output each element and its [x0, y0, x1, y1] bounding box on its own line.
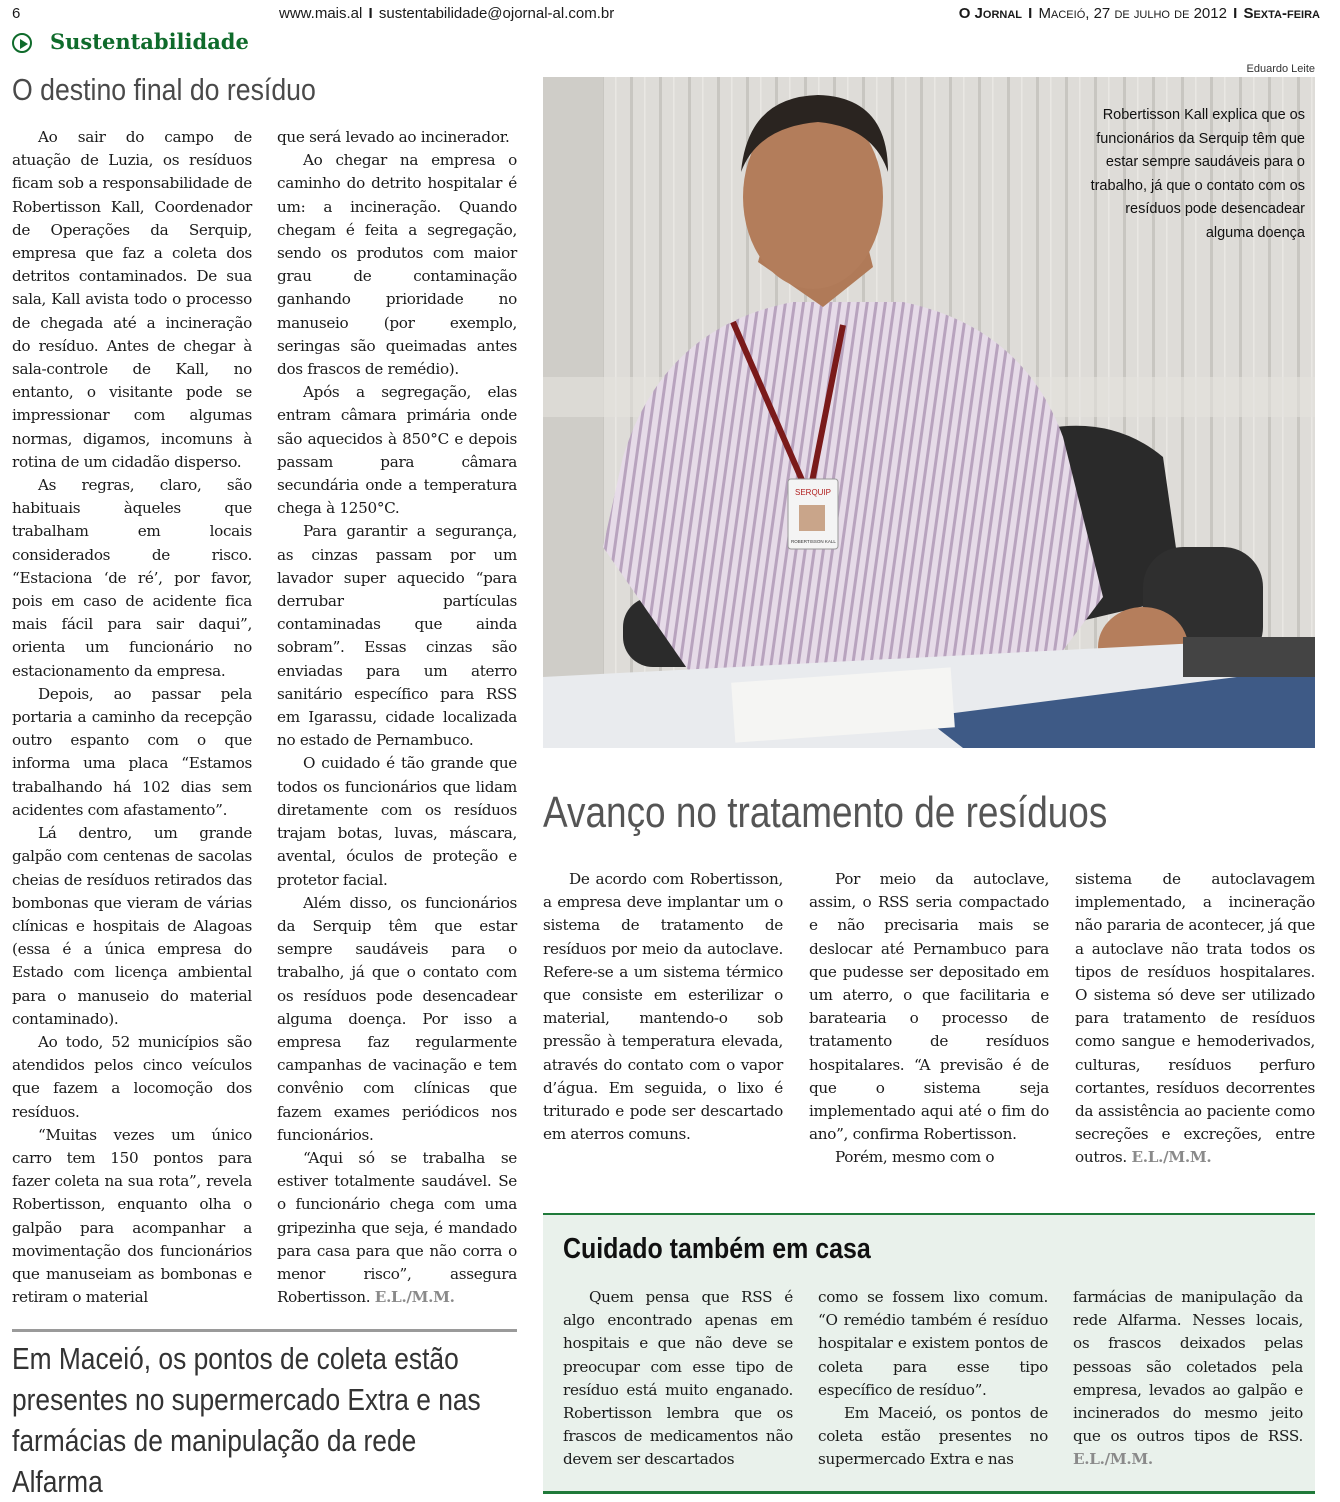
header-website[interactable]: www.mais.al	[279, 5, 363, 22]
box-column-3	[1073, 1286, 1303, 1472]
paragraph: As regras, claro, são habituais àqueles que trabalham em locais considerados de risco. “Estaciona ‘de ré’, por favor, pois em caso de acidente fica mais fácil para sair daqui”, orienta um funcionário no estacionamento da empresa.	[12, 476, 252, 680]
pull-quote: Em Maceió, os pontos de coleta estão presentes no supermercado Extra e nas farmácias de manipulação da rede Alfarma	[12, 1341, 481, 1499]
signature: E.L./M.M.	[374, 1288, 455, 1307]
headline-main: O destino final do resíduo	[12, 72, 316, 107]
paragraph: que será levado ao incinerador.	[277, 128, 510, 146]
paragraph: Além disso, os funcionários da Serquip têm que estar sempre saudáveis para o trabalho, já que o contato com os resíduos pode desencadear alguma doença. Por isso a empresa faz regularmente campanhas de vacinação e tem convênio com clínicas que fazem exames periódicos nos funcionários.	[277, 893, 517, 1144]
page-number: 6	[12, 5, 21, 22]
article1-column-2	[277, 126, 517, 1309]
signature: E.L./M.M.	[1073, 1450, 1153, 1469]
paragraph: Ao chegar na empresa o caminho do detrito hospitalar é um: a incineração. Quando chegam é feita a segregação, sendo os produtos com maior grau de contaminação ganhando prioridade no manuseio (por exemplo, seringas são queimadas antes dos frascos de remédio).	[277, 151, 517, 379]
paragraph: De acordo com Robertisson, a empresa deve implantar um o sistema de tratamento de resíduos por meio da autoclave. Refere-se a um sistema térmico que consiste em esterilizar o material, mantendo-o sob pressão à temperatura elevada, através do contato com o vapor d’água. Em seguida, o lixo é triturado e pode ser descartado em aterros comuns.	[543, 870, 783, 1144]
header-date: Maceió, 27 de julho de 2012	[1038, 5, 1227, 22]
paragraph: Ao todo, 52 municípios são atendidos pelos cinco veículos que fazem a locomoção dos resíduos.	[12, 1032, 252, 1121]
photo-caption: Robertisson Kall explica que os funcionários da Serquip têm que estar sempre saudáveis para o trabalho, já que o contato com os resíduos pode desencadear alguma doença	[1090, 107, 1305, 241]
header-weekday: Sexta-feira	[1243, 5, 1320, 22]
photo-credit: Eduardo Leite	[1246, 63, 1315, 75]
paragraph-text: farmácias de manipulação da rede Alfarma. Nesses locais, os frascos deixados pelas pessoas são coletados pela empresa, levados ao galpão e incinerados do mesmo jeito que os outros tipos de RSS.	[1073, 1288, 1303, 1446]
play-arrow-icon	[12, 33, 32, 53]
paragraph: Lá dentro, um grande galpão com centenas de sacolas cheias de resíduos retirados das bombonas que vieram de várias clínicas e hospitais de Alagoas (essa é a única empresa do Estado com licença ambiental para o manuseio do material contaminado).	[12, 824, 252, 1028]
badge-name: ROBERTISSON KALL	[791, 539, 836, 544]
paragraph	[277, 1147, 517, 1309]
header-contact: www.mais.al I sustentabilidade@ojornal-al.com.br	[279, 5, 615, 22]
article1-column-1	[12, 126, 252, 1309]
signature: E.L./M.M.	[1131, 1148, 1212, 1167]
paragraph: Após a segregação, elas entram câmara primária onde são aquecidos à 850°C e depois passam para câmara secundária onde a temperatura chega à 1250°C.	[277, 383, 517, 518]
paragraph: Para garantir a segurança, as cinzas passam por um lavador super aquecido “para derrubar partículas contaminadas que ainda sobram”. Essas cinzas são enviadas para um aterro sanitário específico para RSS em Igarassu, cidade localizada no estado de Pernambuco.	[277, 522, 517, 750]
pull-quote-rule	[12, 1329, 517, 1332]
headline-secondary: Avanço no tratamento de resíduos	[543, 788, 1108, 837]
paragraph: Porém, mesmo com o	[835, 1148, 995, 1167]
paragraph: Em Maceió, os pontos de coleta estão presentes no supermercado Extra e nas	[818, 1404, 1048, 1469]
paragraph: O cuidado é tão grande que todos os funcionários que lidam diretamente com os resíduos trajam botas, luvas, máscara, avental, óculos de proteção e protetor facial.	[277, 754, 517, 889]
article2-column-2	[809, 868, 1049, 1170]
paragraph: como se fossem lixo comum. “O remédio também é resíduo hospitalar e existem pontos de coleta para esse tipo específico de resíduo”.	[818, 1288, 1048, 1399]
paragraph-text: sistema de autoclavagem implementado, a incineração não pararia de acontecer, já que a autoclave não trata todos os tipos de resíduos hospitalares. O sistema só deve ser utilizado para tratamento de resíduos como sangue e hemoderivados, culturas, resíduos perfuro cortantes, resíduos decorrentes da assistência ao paciente como secreções e excreções, entre outros.	[1075, 870, 1315, 1167]
paragraph	[1073, 1286, 1303, 1472]
paragraph-text: “Aqui só se trabalha se estiver totalmente saudável. Se o funcionário chega com uma gripezinha que seja, é mandado para casa para que não corra o menor risco”, assegura Robertisson.	[277, 1148, 517, 1307]
paragraph: Por meio da autoclave, assim, o RSS seria compactado e não precisaria mais se deslocar até Pernambuco para que pudesse ser depositado em um aterro, o que facilitaria e baratearia o processo de tratamento de resíduos hospitalares. “A previsão é de que o sistema seja implementado aqui até o fim do ano”, confirma Robertisson.	[809, 870, 1049, 1144]
box-column-1	[563, 1286, 793, 1472]
paragraph	[1075, 868, 1315, 1170]
badge-logo: SERQUIP	[795, 488, 832, 497]
box-column-2	[818, 1286, 1048, 1472]
article2-column-3	[1075, 868, 1315, 1170]
header-publication: O Jornal I Maceió, 27 de julho de 2012 I Sexta-feira	[958, 5, 1320, 22]
paragraph: “Muitas vezes um único carro tem 150 pontos para fazer coleta na sua rota”, revela Robertisson, enquanto olha o galpão para acompanhar a movimentação dos funcionários que manuseiam as bombonas e retiram o material	[12, 1125, 252, 1307]
header-email[interactable]: sustentabilidade@ojornal-al.com.br	[378, 5, 615, 22]
section-name: Sustentabilidade	[50, 29, 249, 54]
paragraph: Ao sair do campo de atuação de Luzia, os resíduos ficam sob a responsabilidade de Robertisson Kall, Coordenador de Operações da Serquip, empresa que faz a coleta dos detritos contaminados. De sua sala, Kall avista todo o processo de chegada até a incineração do resíduo. Antes de chegar à sala-controle de Kall, no entanto, o visitante pode se impressionar com algumas normas, digamos, incomuns à rotina de um cidadão disperso.	[12, 128, 252, 471]
paragraph: Depois, ao passar pela portaria a caminho da recepção outro espanto com o que informa uma placa “Estamos trabalhando há 102 dias sem acidentes com afastamento”.	[12, 684, 252, 819]
publication-name: O Jornal	[958, 5, 1023, 22]
paragraph: Quem pensa que RSS é algo encontrado apenas em hospitais e que não deve se preocupar com esse tipo de resíduo está muito enganado. Robertisson lembra que os frascos de medicamentos não devem ser descartados	[563, 1288, 793, 1469]
article2-column-1	[543, 868, 783, 1146]
box-title: Cuidado também em casa	[563, 1233, 871, 1265]
